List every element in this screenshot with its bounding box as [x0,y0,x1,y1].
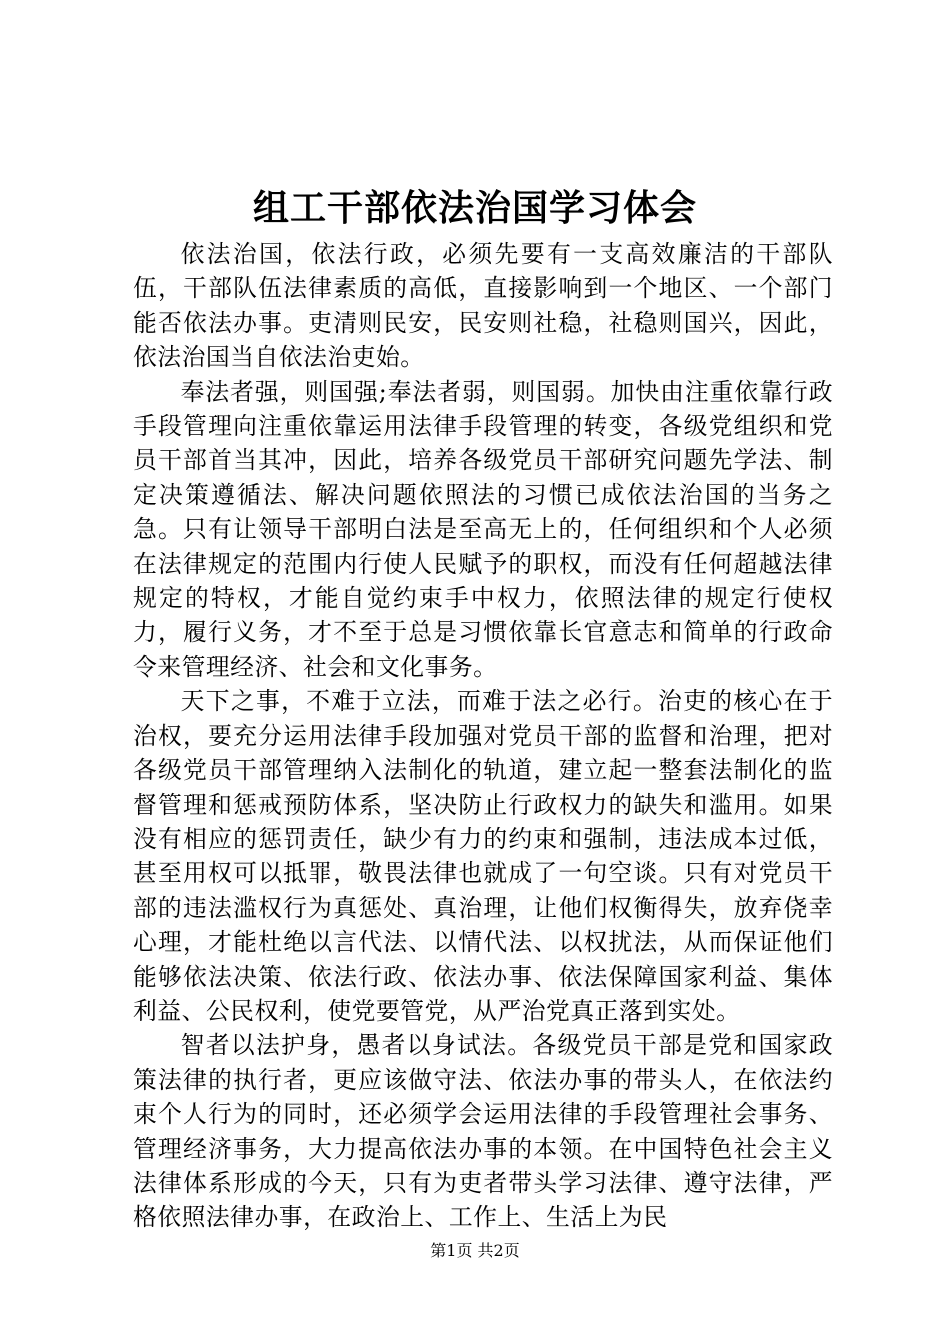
page-footer: 第1页 共2页 [430,1241,520,1260]
paragraph: 智者以法护身，愚者以身试法。各级党员干部是党和国家政策法律的执行者，更应该做守法、依法办事的带头人，在依法约束个人行为的同时，还必须学会运用法律的手段管理社会事务、管理经济事务，大力提高依法办事的本领。在中国特色社会主义法律体系形成的今天，只有为吏者带头学习法律、遵守法律，严格依照法律办事，在政治上、工作上、生活上为民 [133,1031,833,1232]
paragraph: 奉法者强，则国强;奉法者弱，则国弱。加快由注重依靠行政手段管理向注重依靠运用法律手段管理的转变，各级党组织和党员干部首当其冲，因此，培养各级党员干部研究问题先学法、制定决策遵循法、解决问题依照法的习惯已成依法治国的当务之急。只有让领导干部明白法是至高无上的，任何组织和个人必须在法律规定的范围内行使人民赋予的职权，而没有任何超越法律规定的特权，才能自觉约束手中权力，依照法律的规定行使权力，履行义务，才不至于总是习惯依靠长官意志和简单的行政命令来管理经济、社会和文化事务。 [133,377,833,681]
paragraph: 天下之事，不难于立法，而难于法之必行。治吏的核心在于治权，要充分运用法律手段加强对党员干部的监督和治理，把对各级党员干部管理纳入法制化的轨道，建立起一整套法制化的监督管理和惩戒预防体系，坚决防止行政权力的缺失和滥用。如果没有相应的惩罚责任，缺少有力的约束和强制，违法成本过低，甚至用权可以抵罪，敬畏法律也就成了一句空谈。只有对党员干部的违法滥权行为真惩处、真治理，让他们权衡得失，放弃侥幸心理，才能杜绝以言代法、以情代法、以权扰法，从而保证他们能够依法决策、依法行政、依法办事、依法保障国家利益、集体利益、公民权利，使党要管党，从严治党真正落到实处。 [133,687,833,1025]
document-title: 组工干部依法治国学习体会 [252,187,697,229]
document-body [133,237,833,1235]
paragraph: 依法治国，依法行政，必须先要有一支高效廉洁的干部队伍，干部队伍法律素质的高低，直接影响到一个地区、一个部门能否依法办事。吏清则民安，民安则社稳，社稳则国兴，因此，依法治国当自依法治吏始。 [133,240,833,372]
